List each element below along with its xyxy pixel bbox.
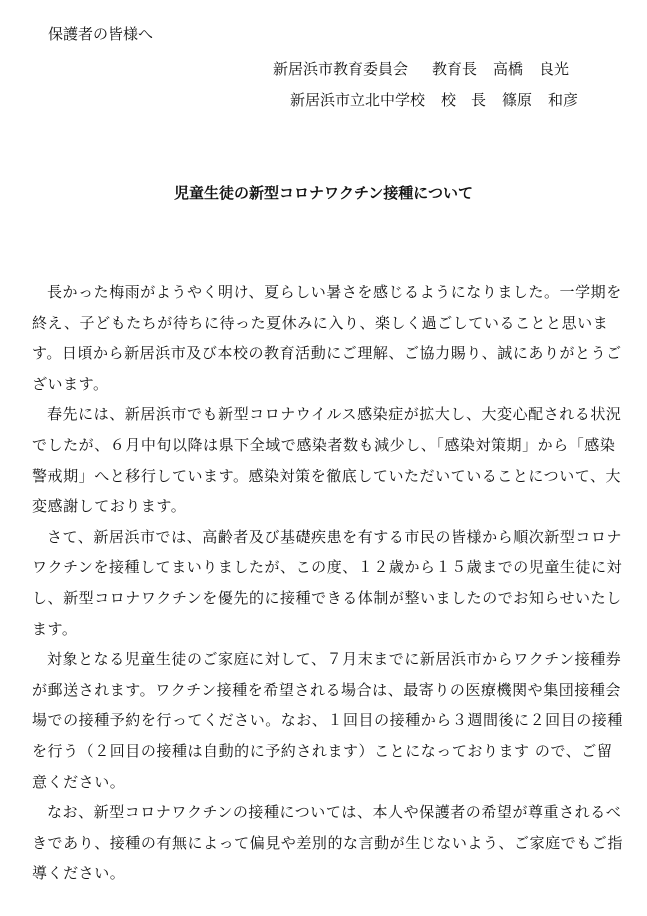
sender-role: 校 長 [441,91,487,109]
sender-line-board-of-education [273,59,569,79]
document-title: 児童生徒の新型コロナワクチン接種について [174,184,473,202]
document-body [32,277,624,889]
sender-line-school [290,90,578,110]
sender-organization: 新居浜市教育委員会 [273,60,409,78]
paragraph-vaccination-procedure: 対象となる児童生徒のご家庭に対して、７月末までに新居浜市からワクチン接種券が郵送されます。ワクチン接種を希望される場合は、最寄りの医療機関や集団接種会場での接種予約を行ってください。なお、１回目の接種から３週間後に２回目の接種を行う（２回目の接種は自動的に予約されます）ことになっております ので、ご留意ください。 [32,650,623,791]
paragraph-vaccination-announcement: さて、新居浜市では、高齢者及び基礎疾患を有する市民の皆様から順次新型コロナワクチンを接種してまいりましたが、この度、１２歳から１５歳までの児童生徒に対し、新型コロナワクチンを優先的に接種できる体制が整いましたのでお知らせいたします。 [32,527,623,638]
salutation: 保護者の皆様へ [48,25,154,43]
sender-organization: 新居浜市立北中学校 [290,91,426,109]
sender-given-name: 良光 [539,60,570,78]
sender-surname: 高橋 [493,60,524,78]
sender-role: 教育長 [432,60,478,78]
sender-given-name: 和彦 [548,91,579,109]
paragraph-closing-request: なお、新型コロナワクチンの接種については、本人や保護者の希望が尊重されるべきであり、接種の有無によって偏見や差別的な言動が生じないよう、ご家庭でもご指導ください。 [32,803,623,883]
paragraph-infection-status: 春先には、新居浜市でも新型コロナウイルス感染症が拡大し、大変心配される状況でしたが、６月中旬以降は県下全域で感染者数も減少し、「感染対策期」から「感染警戒期」へと移行しています。感染対策を徹底していただいていることについて、大変感謝しております。 [32,405,622,516]
paragraph-greeting: 長かった梅雨がようやく明け、夏らしい暑さを感じるようになりました。一学期を終え、子どもたちが待ちに待った夏休みに入り、楽しく過ごしていることと思います。日頃から新居浜市及び本校の教育活動にご理解、ご協力賜り、誠にありがとうございます。 [32,283,622,393]
sender-surname: 篠原 [502,91,533,109]
